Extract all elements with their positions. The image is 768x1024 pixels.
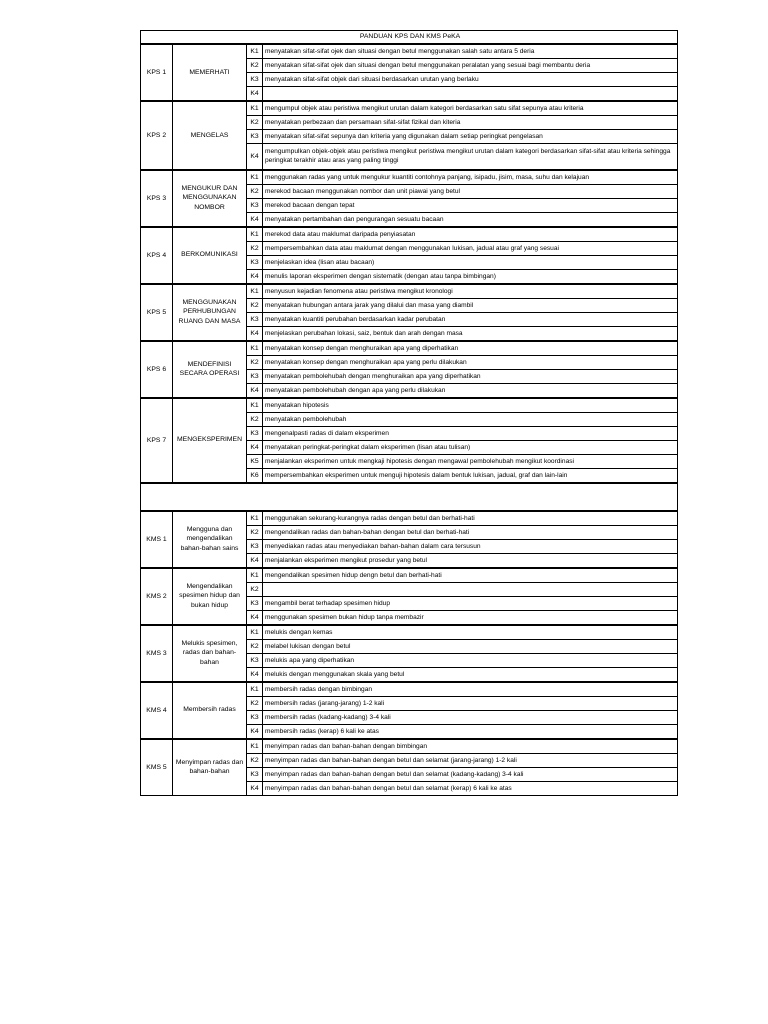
skill-code: KPS 1 bbox=[141, 44, 173, 101]
level-code: K4 bbox=[247, 610, 263, 625]
level-code: K2 bbox=[247, 582, 263, 596]
level-description: menyatakan sifat-sifat ojek dan situasi dengan betul menggunakan peralatan yang sesuai bagi membantu deria bbox=[263, 59, 678, 73]
skill-code: KMS 3 bbox=[141, 625, 173, 682]
level-description: membersih radas dengan bimbingan bbox=[263, 682, 678, 697]
skill-code: KPS 5 bbox=[141, 284, 173, 341]
level-description: menyatakan pembolehubah dengan menghuraikan apa yang diperhatikan bbox=[263, 369, 678, 383]
level-description: menyatakan konsep dengan menghuraikan apa yang diperhatikan bbox=[263, 341, 678, 356]
page-title: PANDUAN KPS DAN KMS PeKA bbox=[141, 31, 678, 45]
skill-name: Melukis spesimen, radas dan bahan-bahan bbox=[173, 625, 247, 682]
level-code: K4 bbox=[247, 781, 263, 795]
level-code: K1 bbox=[247, 568, 263, 583]
level-code: K3 bbox=[247, 767, 263, 781]
level-description: menyimpan radas dan bahan-bahan dengan betul dan selamat (kerap) 6 kali ke atas bbox=[263, 781, 678, 795]
level-description: membersih radas (kadang-kadang) 3-4 kali bbox=[263, 710, 678, 724]
level-code: K1 bbox=[247, 398, 263, 413]
level-code: K4 bbox=[247, 87, 263, 102]
level-code: K2 bbox=[247, 298, 263, 312]
level-code: K2 bbox=[247, 59, 263, 73]
level-code: K3 bbox=[247, 198, 263, 212]
level-code: K1 bbox=[247, 511, 263, 526]
level-description: menyusun kejadian fenomena atau peristiwa mengikut kronologi bbox=[263, 284, 678, 299]
level-description: merekod bacaan dengan tepat bbox=[263, 198, 678, 212]
table-row bbox=[141, 227, 678, 242]
level-description: merekod data atau maklumat daripada penyiasatan bbox=[263, 227, 678, 242]
level-description: menyimpan radas dan bahan-bahan dengan bimbingan bbox=[263, 739, 678, 754]
level-code: K3 bbox=[247, 369, 263, 383]
level-code: K1 bbox=[247, 739, 263, 754]
level-description: mempersembahkan data atau maklumat dengan menggunakan lukisan, jadual atau graf yang sesuai bbox=[263, 241, 678, 255]
level-code: K1 bbox=[247, 625, 263, 640]
table-row bbox=[141, 44, 678, 59]
level-description: menyatakan pembolehubah dengan apa yang perlu dilakukan bbox=[263, 383, 678, 398]
skill-name: BERKOMUNIKASI bbox=[173, 227, 247, 284]
level-description: menggunakan spesimen bukan hidup tanpa membazir bbox=[263, 610, 678, 625]
table-row bbox=[141, 682, 678, 697]
level-description: menyediakan radas atau menyediakan bahan-bahan dalam cara tersusun bbox=[263, 539, 678, 553]
level-description bbox=[263, 87, 678, 102]
skill-name: MEMERHATI bbox=[173, 44, 247, 101]
level-code: K2 bbox=[247, 241, 263, 255]
level-code: K1 bbox=[247, 284, 263, 299]
level-code: K1 bbox=[247, 44, 263, 59]
level-description: menjalankan eksperimen untuk mengkaji hipotesis dengan mengawal pembolehubah mengikut koordinasi bbox=[263, 454, 678, 468]
level-code: K3 bbox=[247, 596, 263, 610]
level-code: K5 bbox=[247, 454, 263, 468]
level-code: K2 bbox=[247, 525, 263, 539]
level-description: mengumpulkan objek-objek atau peristiwa mengikut peristiwa mengikut urutan dalam kategori berdasarkan sifat-sifat atau kriteria sehingga peringkat terakhir atau aras yang paling tinggi bbox=[263, 144, 678, 170]
skill-code: KMS 4 bbox=[141, 682, 173, 739]
skill-name: Membersih radas bbox=[173, 682, 247, 739]
level-code: K2 bbox=[247, 639, 263, 653]
skill-code: KPS 2 bbox=[141, 101, 173, 170]
guide-sheet bbox=[140, 30, 677, 796]
level-description: menyatakan sifat-sifat sepunya dan kriteria yang digunakan dalam setiap peringkat pengelasan bbox=[263, 130, 678, 144]
level-code: K4 bbox=[247, 440, 263, 454]
level-code: K4 bbox=[247, 383, 263, 398]
table-row bbox=[141, 625, 678, 640]
level-code: K2 bbox=[247, 116, 263, 130]
level-description: menjelaskan idea (lisan atau bacaan) bbox=[263, 255, 678, 269]
level-code: K4 bbox=[247, 269, 263, 284]
level-description: menyatakan hubungan antara jarak yang dilalui dan masa yang diambil bbox=[263, 298, 678, 312]
title-row bbox=[141, 31, 678, 45]
level-description: mengumpul objek atau peristiwa mengikut urutan dalam kategori berdasarkan satu sifat sepunya atau kriteria bbox=[263, 101, 678, 116]
table-row bbox=[141, 739, 678, 754]
level-description: melabel lukisan dengan betul bbox=[263, 639, 678, 653]
level-code: K3 bbox=[247, 426, 263, 440]
level-description: menyimpan radas dan bahan-bahan dengan betul dan selamat (jarang-jarang) 1-2 kali bbox=[263, 753, 678, 767]
level-code: K6 bbox=[247, 468, 263, 483]
level-code: K2 bbox=[247, 355, 263, 369]
level-description: merekod bacaan menggunakan nombor dan unit piawai yang betul bbox=[263, 184, 678, 198]
skill-code: KMS 1 bbox=[141, 511, 173, 568]
kps-kms-table bbox=[140, 30, 678, 796]
level-description: menjalankan eksperimen mengikut prosedur yang betul bbox=[263, 553, 678, 568]
skill-name: MENDEFINISI SECARA OPERASI bbox=[173, 341, 247, 398]
level-code: K2 bbox=[247, 412, 263, 426]
level-description: mempersembahkan eksperimen untuk menguji hipotesis dalam bentuk lukisan, jadual, graf dan lain-lain bbox=[263, 468, 678, 483]
skill-code: KMS 2 bbox=[141, 568, 173, 625]
level-description: menyatakan peringkat-peringkat dalam eksperimen (lisan atau tulisan) bbox=[263, 440, 678, 454]
skill-code: KMS 5 bbox=[141, 739, 173, 796]
level-code: K2 bbox=[247, 753, 263, 767]
level-description: melukis apa yang diperhatikan bbox=[263, 653, 678, 667]
level-code: K1 bbox=[247, 341, 263, 356]
level-description: membersih radas (jarang-jarang) 1-2 kali bbox=[263, 696, 678, 710]
level-code: K3 bbox=[247, 710, 263, 724]
skill-name: MENGELAS bbox=[173, 101, 247, 170]
table-row bbox=[141, 170, 678, 185]
level-description: menyatakan sifat-sifat ojek dan situasi dengan betul menggunakan salah satu antara 5 deria bbox=[263, 44, 678, 59]
table-row bbox=[141, 284, 678, 299]
skill-name: MENGUKUR DAN MENGGUNAKAN NOMBOR bbox=[173, 170, 247, 227]
level-code: K4 bbox=[247, 553, 263, 568]
section-separator bbox=[141, 483, 678, 511]
level-description: menyatakan sifat-sifat objek dari situasi berdasarkan urutan yang berlaku bbox=[263, 73, 678, 87]
skill-code: KPS 6 bbox=[141, 341, 173, 398]
level-description: melukis dengan kemas bbox=[263, 625, 678, 640]
skill-name: MENGEKSPERIMEN bbox=[173, 398, 247, 483]
level-code: K4 bbox=[247, 724, 263, 739]
level-description: melukis dengan menggunakan skala yang betul bbox=[263, 667, 678, 682]
table-row bbox=[141, 398, 678, 413]
blank-cell bbox=[141, 483, 678, 511]
level-description bbox=[263, 582, 678, 596]
level-code: K3 bbox=[247, 312, 263, 326]
level-code: K4 bbox=[247, 326, 263, 341]
level-code: K2 bbox=[247, 696, 263, 710]
level-description: menggunakan sekurang-kurangnya radas dengan betul dan berhati-hati bbox=[263, 511, 678, 526]
level-code: K3 bbox=[247, 130, 263, 144]
level-code: K4 bbox=[247, 144, 263, 170]
level-description: mengambil berat terhadap spesimen hidup bbox=[263, 596, 678, 610]
table-row bbox=[141, 101, 678, 116]
level-code: K1 bbox=[247, 101, 263, 116]
level-description: membersih radas (kerap) 6 kali ke atas bbox=[263, 724, 678, 739]
skill-code: KPS 7 bbox=[141, 398, 173, 483]
level-code: K4 bbox=[247, 667, 263, 682]
level-description: menggunakan radas yang untuk mengukur kuantiti contohnya panjang, isipadu, jisim, masa, suhu dan kelajuan bbox=[263, 170, 678, 185]
level-description: menyimpan radas dan bahan-bahan dengan betul dan selamat (kadang-kadang) 3-4 kali bbox=[263, 767, 678, 781]
skill-name: Menyimpan radas dan bahan-bahan bbox=[173, 739, 247, 796]
level-description: mengendalikan radas dan bahan-bahan dengan betul dan berhati-hati bbox=[263, 525, 678, 539]
level-description: mengendalikan spesimen hidup dengn betul dan berhati-hati bbox=[263, 568, 678, 583]
skill-name: MENGGUNAKAN PERHUBUNGAN RUANG DAN MASA bbox=[173, 284, 247, 341]
level-description: mengenalpasti radas di dalam eksperimen bbox=[263, 426, 678, 440]
level-code: K3 bbox=[247, 73, 263, 87]
level-description: menyatakan pembolehubah bbox=[263, 412, 678, 426]
level-description: menyatakan perbezaan dan persamaan sifat-sifat fizikal dan kiteria bbox=[263, 116, 678, 130]
table-row bbox=[141, 341, 678, 356]
level-description: menulis laporan eksperimen dengan sistematik (dengan atau tanpa bimbingan) bbox=[263, 269, 678, 284]
level-code: K4 bbox=[247, 212, 263, 227]
skill-name: Mengguna dan mengendalikan bahan-bahan sains bbox=[173, 511, 247, 568]
table-row bbox=[141, 568, 678, 583]
level-code: K3 bbox=[247, 255, 263, 269]
level-description: menjelaskan perubahan lokasi, saiz, bentuk dan arah dengan masa bbox=[263, 326, 678, 341]
table-row bbox=[141, 511, 678, 526]
level-code: K1 bbox=[247, 682, 263, 697]
level-description: menyatakan kuantiti perubahan berdasarkan kadar perubatan bbox=[263, 312, 678, 326]
level-code: K1 bbox=[247, 227, 263, 242]
skill-name: Mengendalikan spesimen hidup dan bukan hidup bbox=[173, 568, 247, 625]
level-code: K3 bbox=[247, 539, 263, 553]
level-description: menyatakan pertambahan dan pengurangan sesuatu bacaan bbox=[263, 212, 678, 227]
level-description: menyatakan konsep dengan menghuraikan apa yang perlu dilakukan bbox=[263, 355, 678, 369]
level-description: menyatakan hipotesis bbox=[263, 398, 678, 413]
skill-code: KPS 3 bbox=[141, 170, 173, 227]
skill-code: KPS 4 bbox=[141, 227, 173, 284]
level-code: K2 bbox=[247, 184, 263, 198]
level-code: K3 bbox=[247, 653, 263, 667]
level-code: K1 bbox=[247, 170, 263, 185]
